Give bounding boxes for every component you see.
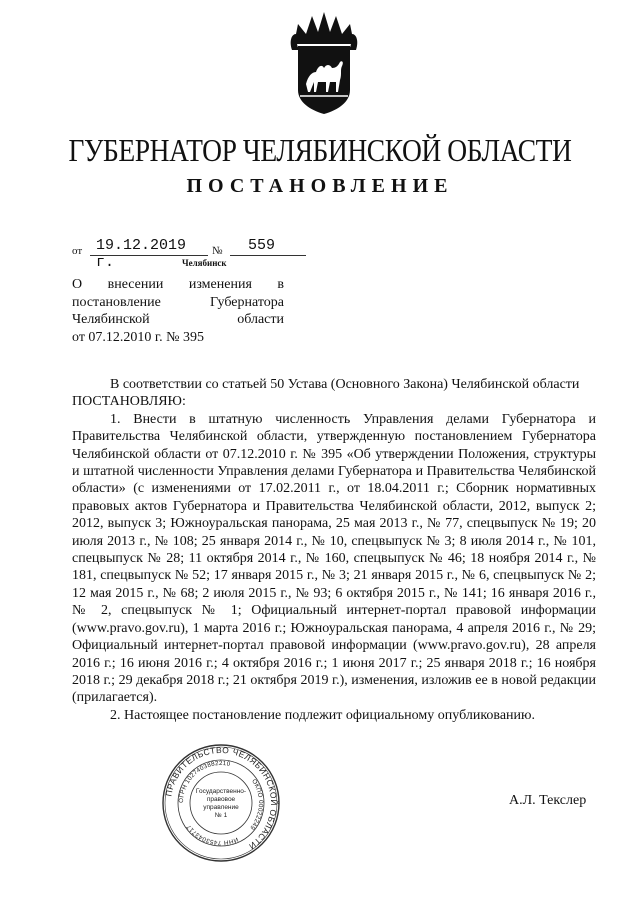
- item-1-paragraph: 1. Внести в штатную численность Управления делами Губернатора и Правительства Челябинской области, утвержденную постановлением Губернатора Челябинской области от 07.12.2010 г. № 395 «Об утверждении Положения, структуры и штатной численности Управления делами Губернатора и Правительства Челябинской области» (с изменениями от 17.02.2011 г., от 18.04.2011 г.; Сборник нормативных правовых актов Губернатора и Правительства Челябинской области, 2012, выпуск 2; 2012, выпуск 3; Южноуральская панорама, 25 мая 2013 г., № 77, спецвыпуск № 19; 20 июля 2013 г., № 108; 25 января 2014 г., № 10, спецвыпуск № 3; 8 июля 2014 г., № 101, спецвыпуск № 28; 11 октября 2014 г., № 160, спецвыпуск № 46; 18 ноября 2014 г., № 181, спецвыпуск № 52; 17 января 2015 г., № 3; 21 января 2015 г., № 6, спецвыпуск № 2; 12 мая 2015 г., № 68; 2 июля 2015 г., № 93; 6 октября 2015 г., № 141; 16 января 2016 г., № 2, спецвыпуск № 1; Официальный интернет-портал правовой информации (www.pravo.gov.ru), 1 марта 2016 г.; Южноуральская панорама, 4 апреля 2016 г., № 29; Официальный интернет-портал правовой информации (www.pravo.gov.ru), 28 апреля 2016 г.; 16 июня 2016 г.; 4 октября 2016 г.; 1 июня 2017 г.; 25 января 2018 г.; 16 ноября 2018 г.; 29 декабря 2018 г.; 21 октября 2019 г.), изменения, изложив ее в новой редакции (прилагается).: [72, 411, 596, 706]
- number-prefix: №: [212, 245, 223, 257]
- official-seal: [160, 742, 282, 864]
- document-date: 19.12.2019 г.: [96, 237, 187, 271]
- preamble-paragraph: В соответствии со статьей 50 Устава (Основного Закона) Челябинской области: [110, 377, 580, 392]
- decree-word: ПОСТАНОВЛЯЮ:: [72, 394, 186, 410]
- number-underline: [230, 255, 306, 256]
- svg-text:ИНН 7453043717: [185, 823, 239, 846]
- subject-line: Челябинской области: [72, 312, 284, 327]
- signatory-name: А.Л. Текслер: [509, 793, 587, 808]
- seal-okpo: ОКПО 00022249: [248, 777, 265, 831]
- svg-text:ОКПО 00022249: [248, 778, 264, 831]
- document-body: [72, 376, 596, 724]
- subject-line: от 07.12.2010 г. № 395: [72, 329, 204, 345]
- date-prefix: от: [72, 245, 83, 257]
- item-2-paragraph: 2. Настоящее постановление подлежит официальному опубликованию.: [110, 707, 535, 723]
- document-number: 559: [248, 237, 276, 254]
- seal-center-line: управление: [203, 804, 239, 811]
- seal-center-line: № 1: [214, 812, 228, 819]
- seal-inn: ИНН 7453043717: [185, 823, 240, 847]
- subject-line: постановление Губернатора: [72, 294, 284, 310]
- document-subject: [72, 276, 284, 346]
- date-underline: [90, 255, 208, 256]
- issuer-title: ГУБЕРНАТОР ЧЕЛЯБИНСКОЙ ОБЛАСТИ: [68, 132, 572, 168]
- seal-outer-text: ПРАВИТЕЛЬСТВО ЧЕЛЯБИНСКОЙ ОБЛАСТИ: [163, 744, 280, 852]
- seal-center-line: правовое: [206, 796, 236, 803]
- document-type: ПОСТАНОВЛЕНИЕ: [186, 175, 454, 197]
- coat-of-arms-icon: [288, 10, 360, 114]
- seal-ogrn: ОГРН 1027403882210: [177, 759, 232, 804]
- city-name: Челябинск: [182, 258, 227, 268]
- seal-center-line: Государственно-: [195, 788, 247, 795]
- subject-line: О внесении изменения в: [72, 277, 284, 292]
